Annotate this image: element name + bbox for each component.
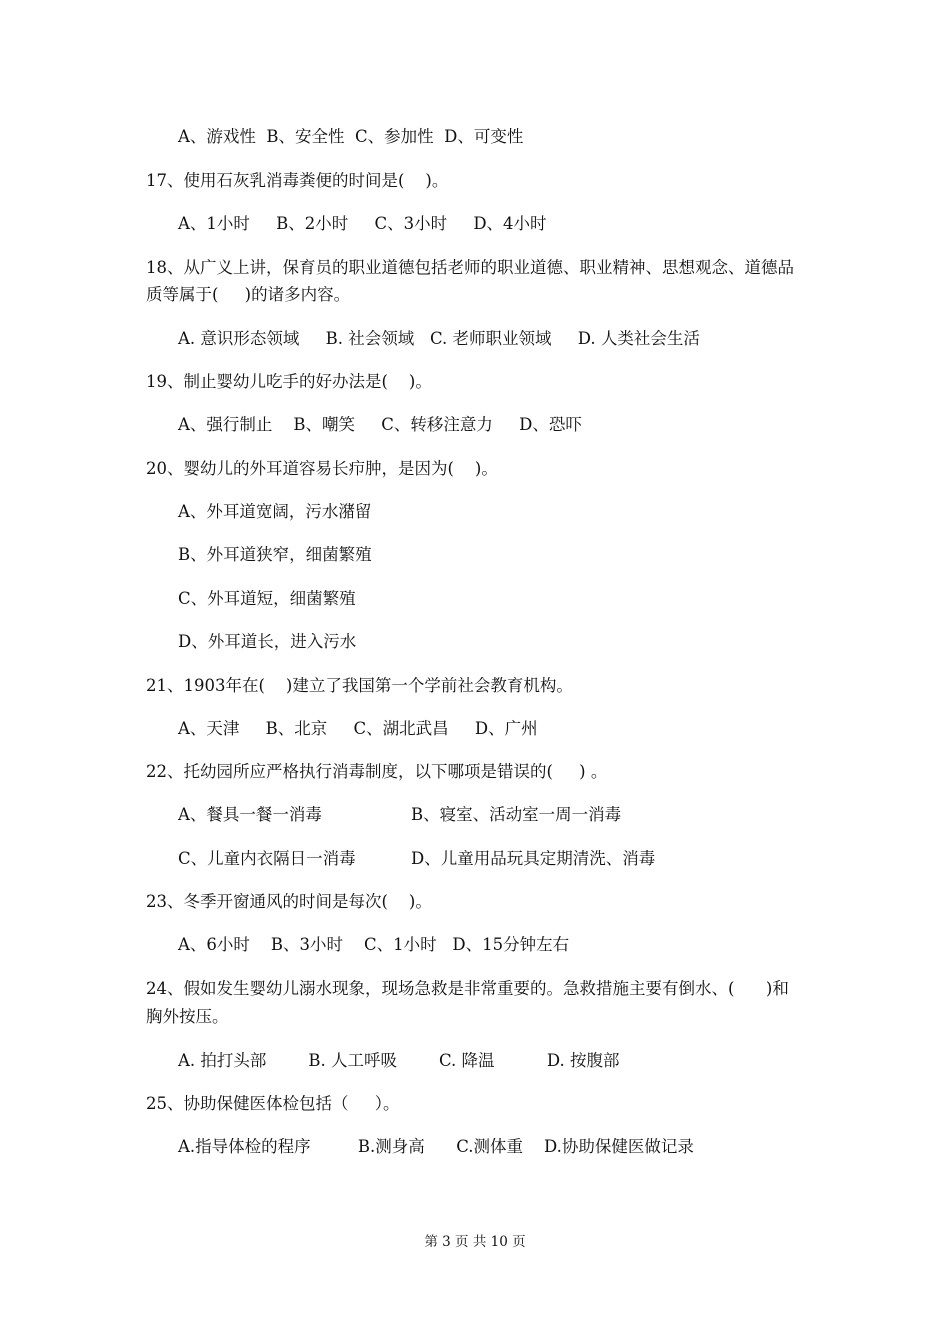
q24-options: A. 拍打头部 B. 人工呼吸 C. 降温 D. 按腹部 [178,1051,620,1070]
page-number-footer: 第 3 页 共 10 页 [424,1234,526,1250]
q22-option-b: B、寝室、活动室一周一消毒 [411,805,622,824]
q18-question-line2: 质等属于( )的诸多内容。 [146,285,351,304]
q23-options: A、6小时 B、3小时 C、1小时 D、15分钟左右 [178,935,570,954]
q19-options: A、强行制止 B、嘲笑 C、转移注意力 D、恐吓 [178,415,582,434]
q24-question-line1: 24、假如发生婴幼儿溺水现象，现场急救是非常重要的。急救措施主要有倒水、( )和 [146,979,789,998]
q20-question: 20、婴幼儿的外耳道容易长疖肿，是因为( )。 [146,459,498,478]
q20-option-c: C、外耳道短，细菌繁殖 [178,589,356,608]
q17-question: 17、使用石灰乳消毒粪便的时间是( )。 [146,171,449,190]
q22-option-d: D、儿童用品玩具定期清洗、消毒 [411,849,656,868]
q24-question-line2: 胸外按压。 [146,1007,229,1026]
q16-options: A、游戏性 B、安全性 C、参加性 D、可变性 [178,127,524,146]
q20-option-b: B、外耳道狭窄，细菌繁殖 [178,545,372,564]
q18-question-line1: 18、从广义上讲，保育员的职业道德包括老师的职业道德、职业精神、思想观念、道德品 [146,258,794,277]
q21-options: A、天津 B、北京 C、湖北武昌 D、广州 [178,719,538,738]
q19-question: 19、制止婴幼儿吃手的好办法是( )。 [146,372,432,391]
q22-question: 22、托幼园所应严格执行消毒制度，以下哪项是错误的( ) 。 [146,762,608,781]
q20-option-a: A、外耳道宽阔，污水潴留 [178,502,372,521]
q23-question: 23、冬季开窗通风的时间是每次( )。 [146,892,432,911]
q20-option-d: D、外耳道长，进入污水 [178,632,357,651]
q22-option-a: A、餐具一餐一消毒 [178,805,322,824]
q25-question: 25、协助保健医体检包括（ ）。 [146,1094,400,1113]
q17-options: A、1小时 B、2小时 C、3小时 D、4小时 [178,214,547,233]
q22-option-c: C、儿童内衣隔日一消毒 [178,849,356,868]
q18-options: A. 意识形态领域 B. 社会领域 C. 老师职业领域 D. 人类社会生活 [178,329,700,348]
q25-options: A.指导体检的程序 B.测身高 C.测体重 D.协助保健医做记录 [178,1137,694,1156]
q21-question: 21、1903年在( )建立了我国第一个学前社会教育机构。 [146,676,573,695]
